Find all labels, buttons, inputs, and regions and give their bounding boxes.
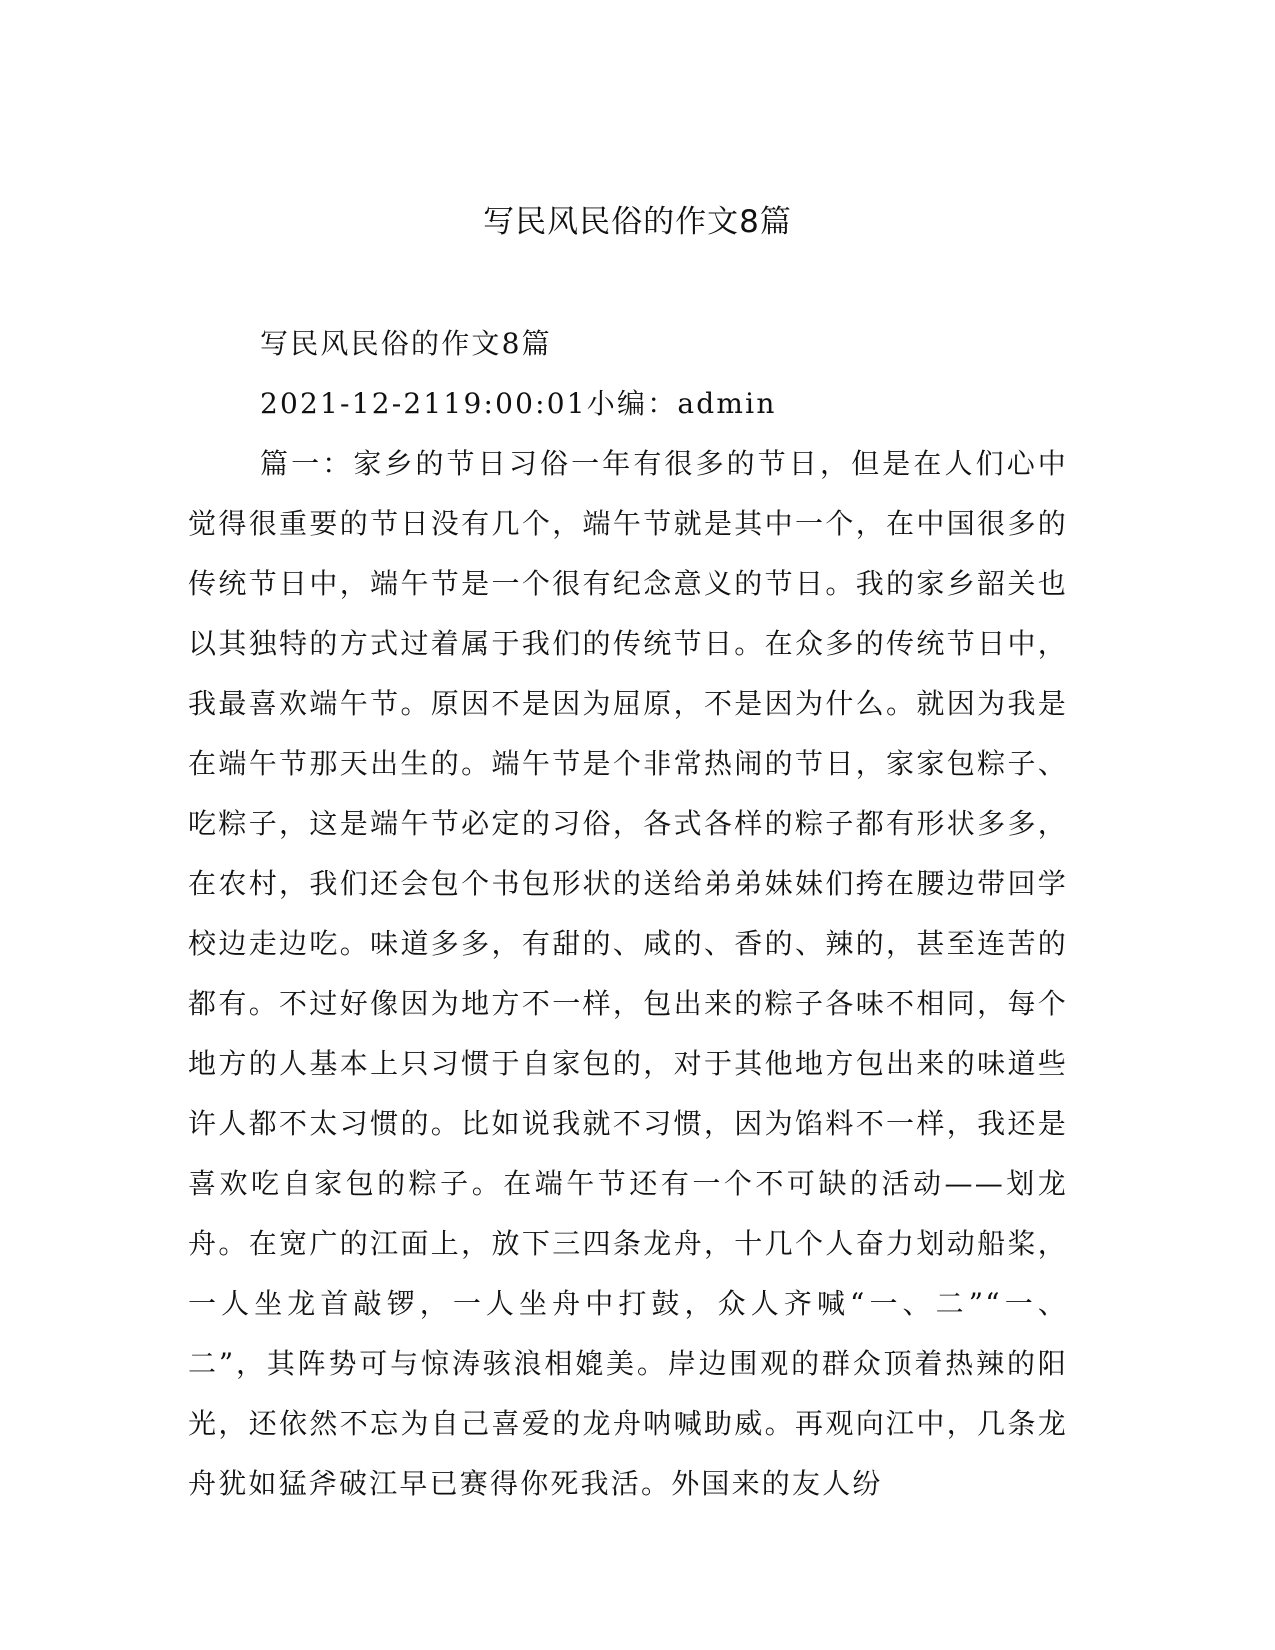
paragraph: 篇一：家乡的节日习俗一年有很多的节日，但是在人们心中觉得很重要的节日没有几个，端午节就是其中一个，在中国很多的传统节日中，端午节是一个很有纪念意义的节日。我的家乡韶关也以其独特的方式过着属于我们的传统节日。在众多的传统节日中，我最喜欢端午节。原因不是因为屈原，不是因为什么。就因为我是在端午节那天出生的。端午节是个非常热闹的节日，家家包粽子、吃粽子，这是端午节必定的习俗，各式各样的粽子都有形状多多，在农村，我们还会包个书包形状的送给弟弟妹妹们挎在腰边带回学校边走边吃。味道多多，有甜的、咸的、香的、辣的，甚至连苦的都有。不过好像因为地方不一样，包出来的粽子各味不相同，每个地方的人基本上只习惯于自家包的，对于其他地方包出来的味道些许人都不太习惯的。比如说我就不习惯，因为馅料不一样，我还是喜欢吃自家包的粽子。在端午节还有一个不可缺的活动——划龙舟。在宽广的江面上，放下三四条龙舟，十几个人奋力划动船桨，一人坐龙首敲锣，一人坐舟中打鼓，众人齐喊“一、二”“一、二”，其阵势可与惊涛骇浪相媲美。岸边围观的群众顶着热辣的阳光，还依然不忘为自己喜爱的龙舟呐喊助威。再观向江中，几条龙舟犹如猛斧破江早已赛得你死我活。外国来的友人纷 [188,447,1068,1500]
subtitle-line: 写民风民俗的作文8篇 [260,327,552,360]
meta-line: 2021-12-2119:00:01小编：admin [260,387,777,420]
document-title: 写民风民俗的作文8篇 [483,204,792,240]
document-body [188,314,1068,1514]
